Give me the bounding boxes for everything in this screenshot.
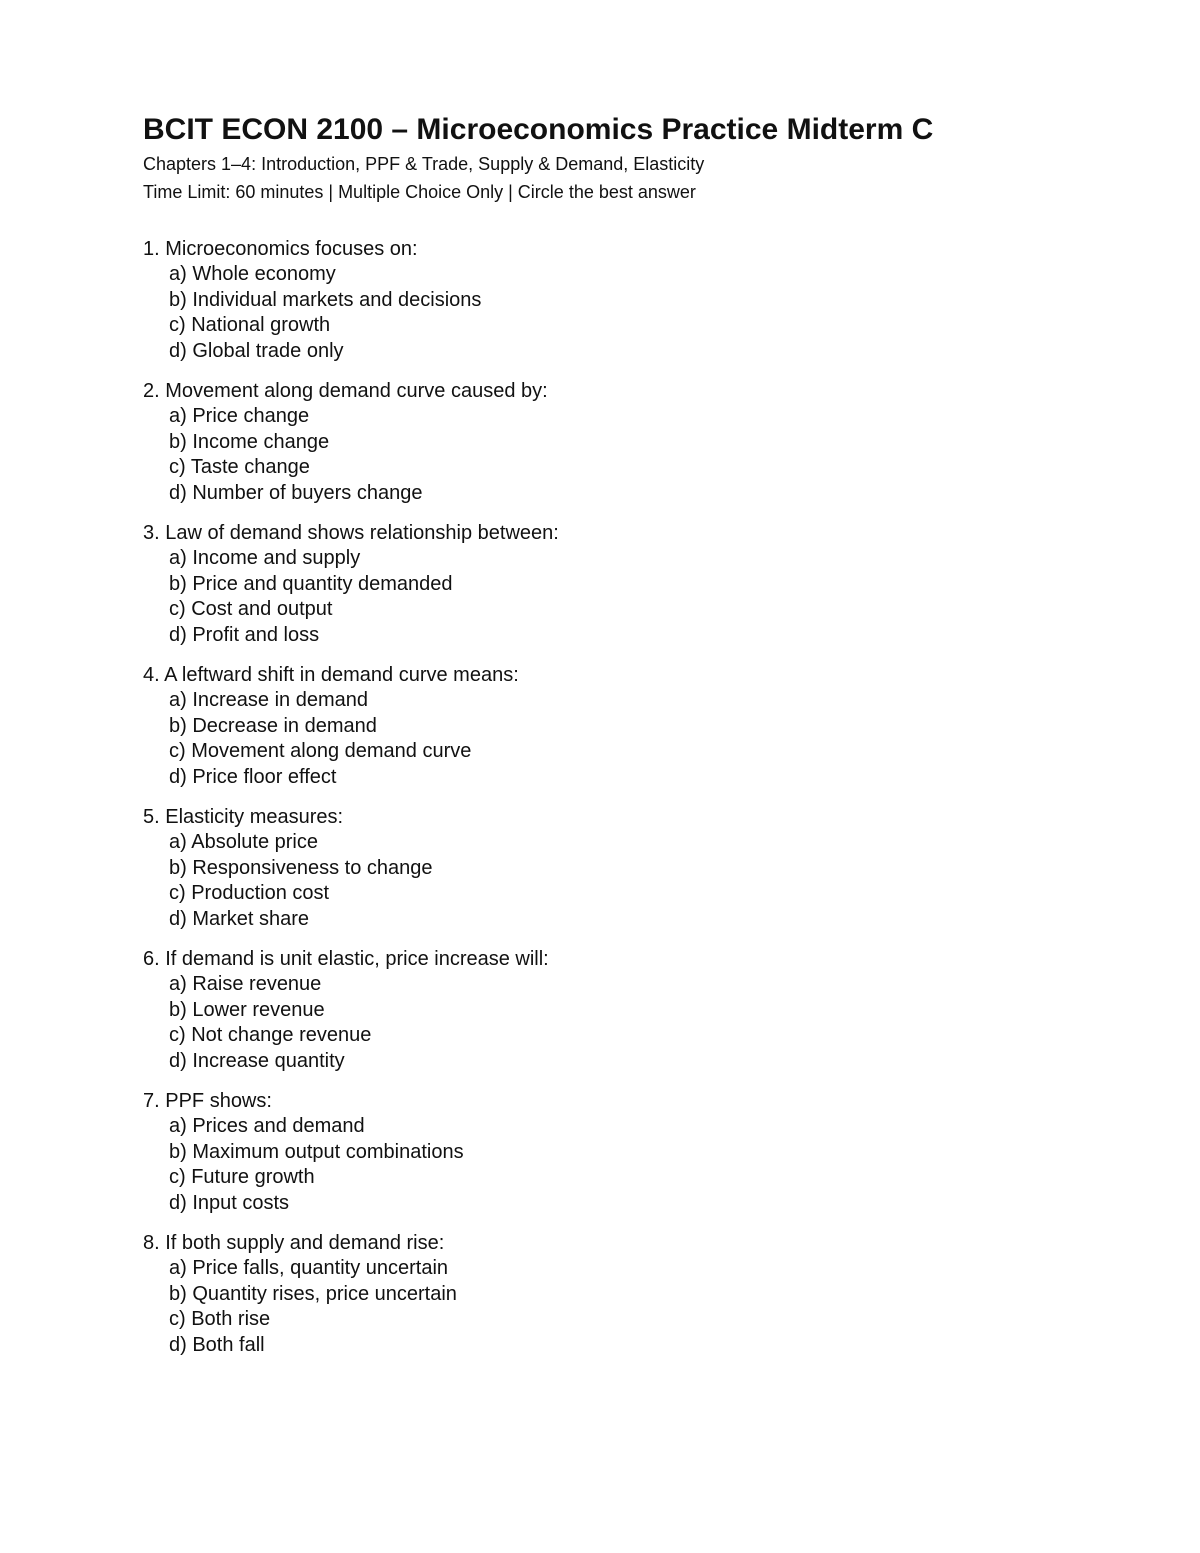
option-b[interactable]: b) Quantity rises, price uncertain [169, 1282, 457, 1305]
option-c[interactable]: c) Not change revenue [169, 1024, 372, 1046]
question-5 [143, 804, 1143, 932]
question-list [143, 236, 1143, 1358]
option-b[interactable]: b) Responsiveness to change [169, 856, 433, 879]
question-6 [143, 946, 1143, 1074]
option-c[interactable]: c) Movement along demand curve [169, 740, 472, 762]
question-1 [143, 236, 1143, 364]
option-b[interactable]: b) Maximum output combinations [169, 1140, 464, 1163]
option-c[interactable]: c) Cost and output [169, 598, 333, 620]
option-a[interactable]: a) Price falls, quantity uncertain [169, 1257, 449, 1279]
option-a[interactable]: a) Income and supply [169, 547, 361, 569]
option-d[interactable]: d) Increase quantity [169, 1049, 345, 1072]
option-a[interactable]: a) Whole economy [169, 263, 336, 285]
question-7 [143, 1088, 1143, 1216]
option-b[interactable]: b) Individual markets and decisions [169, 288, 482, 311]
question-text: 1. Microeconomics focuses on: [143, 238, 418, 260]
question-text: 6. If demand is unit elastic, price increase will: [143, 948, 549, 970]
question-3 [143, 520, 1143, 648]
option-a[interactable]: a) Prices and demand [169, 1115, 365, 1137]
question-text: 8. If both supply and demand rise: [143, 1232, 445, 1254]
question-text: 3. Law of demand shows relationship between: [143, 522, 559, 544]
option-d[interactable]: d) Profit and loss [169, 623, 320, 646]
question-4 [143, 662, 1143, 790]
option-c[interactable]: c) Production cost [169, 882, 330, 904]
question-8 [143, 1230, 1143, 1358]
chapters-line: Chapters 1–4: Introduction, PPF & Trade, Supply & Demand, Elasticity [143, 154, 705, 174]
exam-title: BCIT ECON 2100 – Microeconomics Practice Midterm C [143, 113, 934, 146]
option-d[interactable]: d) Market share [169, 907, 310, 930]
option-c[interactable]: c) Future growth [169, 1166, 315, 1188]
question-text: 4. A leftward shift in demand curve means: [143, 664, 519, 686]
option-a[interactable]: a) Absolute price [169, 831, 318, 853]
option-b[interactable]: b) Income change [169, 430, 330, 453]
option-d[interactable]: d) Price floor effect [169, 765, 337, 788]
option-c[interactable]: c) National growth [169, 314, 331, 336]
option-d[interactable]: d) Global trade only [169, 339, 344, 362]
option-c[interactable]: c) Both rise [169, 1308, 271, 1330]
option-b[interactable]: b) Lower revenue [169, 998, 325, 1021]
option-b[interactable]: b) Decrease in demand [169, 714, 377, 737]
question-text: 5. Elasticity measures: [143, 806, 344, 828]
exam-page [143, 112, 1143, 1372]
option-a[interactable]: a) Price change [169, 405, 310, 427]
option-d[interactable]: d) Input costs [169, 1191, 290, 1214]
question-2 [143, 378, 1143, 506]
option-d[interactable]: d) Number of buyers change [169, 481, 423, 504]
option-d[interactable]: d) Both fall [169, 1333, 265, 1356]
option-c[interactable]: c) Taste change [169, 456, 310, 478]
question-text: 7. PPF shows: [143, 1090, 272, 1112]
option-a[interactable]: a) Raise revenue [169, 973, 322, 995]
option-a[interactable]: a) Increase in demand [169, 689, 369, 711]
option-b[interactable]: b) Price and quantity demanded [169, 572, 453, 595]
instructions-line: Time Limit: 60 minutes | Multiple Choice Only | Circle the best answer [143, 182, 696, 202]
question-text: 2. Movement along demand curve caused by: [143, 380, 548, 402]
